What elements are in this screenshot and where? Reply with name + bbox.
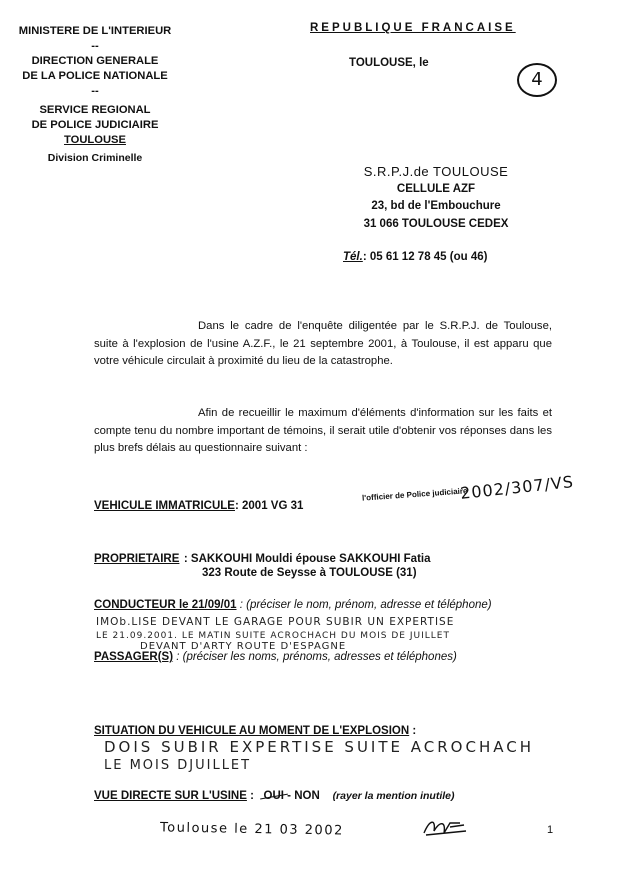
handwritten-situation-line-1: DOIS SUBIR EXPERTISE SUITE ACROCHACH — [104, 738, 534, 756]
driver-hint: : (préciser le nom, prénom, adresse et téléphone) — [239, 599, 492, 611]
driver-label: CONDUCTEUR — [94, 599, 176, 611]
police-judiciaire-line: DE POLICE JUDICIAIRE — [31, 119, 159, 131]
handwritten-driver-line-1: IMOb.LISE DEVANT LE GARAGE POUR SUBIR UN EXPERTISE — [96, 616, 455, 628]
handwritten-place-date: Toulouse le 21 03 2002 — [159, 820, 344, 839]
ministry-header — [6, 24, 184, 166]
owner-name: : SAKKOUHI Mouldi épouse SAKKOUHI Fatia — [183, 553, 431, 565]
option-dash: - — [283, 790, 295, 802]
intro-paragraph: Dans le cadre de l'enquête diligentée par le S.R.P.J. de Toulouse, suite à l'explosion de l'usine A.Z.F., le 21 septembre 2001, à Toulouse, il est apparu que votre véhicule circulait à proximité du lieu de la catastrophe. — [94, 320, 552, 367]
republique-title: REPUBLIQUE FRANCAISE — [310, 22, 516, 34]
situation-label: SITUATION DU VEHICULE AU MOMENT DE L'EXPLOSION — [94, 725, 410, 737]
usine-row — [94, 790, 455, 802]
handwritten-page-marker: 4 — [517, 63, 557, 97]
separator: -- — [91, 40, 99, 52]
city-line: TOULOUSE — [64, 134, 126, 146]
separator: -- — [91, 85, 99, 97]
usine-colon: : — [246, 790, 254, 802]
usine-label: VUE DIRECTE SUR L'USINE — [94, 790, 247, 802]
owner-address: 323 Route de Seysse à TOULOUSE (31) — [202, 567, 417, 579]
handwritten-situation-line-2: LE MOIS DJUILLET — [104, 758, 252, 773]
passenger-hint: : (préciser les noms, prénoms, adresses et téléphones) — [173, 651, 457, 663]
phone-line — [343, 251, 487, 263]
vehicle-row — [94, 496, 303, 514]
service-regional-line: SERVICE REGIONAL — [39, 104, 151, 116]
vehicle-plate: : 2001 VG 31 — [234, 500, 304, 512]
police-nationale-line: DE LA POLICE NATIONALE — [22, 70, 168, 82]
handwritten-driver-line-2: LE 21.09.2001. LE MATIN SUITE ACROCHACH DU MOIS DE JUILLET — [96, 631, 450, 641]
vehicle-label: VEHICULE IMMATRICULE — [94, 500, 235, 512]
cellule-line: CELLULE AZF — [396, 182, 476, 195]
passenger-row — [94, 651, 457, 663]
driver-row — [94, 599, 492, 611]
option-non: NON — [294, 790, 320, 802]
owner-row — [94, 549, 431, 567]
passenger-label: PASSAGER(S) — [94, 651, 174, 663]
owner-label: PROPRIETAIRE — [94, 553, 180, 565]
direction-line: DIRECTION GENERALE — [31, 55, 159, 67]
phone-value: : 05 61 12 78 45 (ou 46) — [362, 251, 488, 263]
handwritten-driver-line-3: DEVANT D'ARTY ROUTE D'ESPAGNE — [140, 641, 347, 652]
handwritten-reference: 2002/307/VS — [459, 472, 575, 503]
service-name: S.R.P.J.de TOULOUSE — [363, 164, 509, 179]
driver-date: le 21/09/01 — [175, 599, 237, 611]
option-oui-struck: OUI — [263, 790, 284, 802]
situation-row — [94, 721, 416, 739]
division-line: Division Criminelle — [47, 152, 143, 164]
situation-colon: : — [409, 725, 417, 737]
phone-label: Tél. — [343, 251, 363, 263]
ministry-line: MINISTERE DE L'INTERIEUR — [18, 25, 172, 37]
page-number: 1 — [547, 824, 554, 836]
address-line-2: 31 066 TOULOUSE CEDEX — [363, 217, 509, 230]
address-line-1: 23, bd de l'Embouchure — [371, 200, 501, 212]
usine-hint: (rayer la mention inutile) — [332, 790, 455, 802]
service-address-block — [330, 163, 542, 233]
signature — [420, 815, 472, 844]
request-paragraph: Afin de recueillir le maximum d'éléments d'information sur les faits et compte tenu du nombre important de témoins, il serait utile d'obtenir vos réponses dans les plus brefs délais au questionnaire suivant : — [94, 407, 552, 454]
place-date: TOULOUSE, le — [349, 57, 429, 69]
officer-stamp: l'officier de Police judiciaire — [361, 486, 468, 503]
